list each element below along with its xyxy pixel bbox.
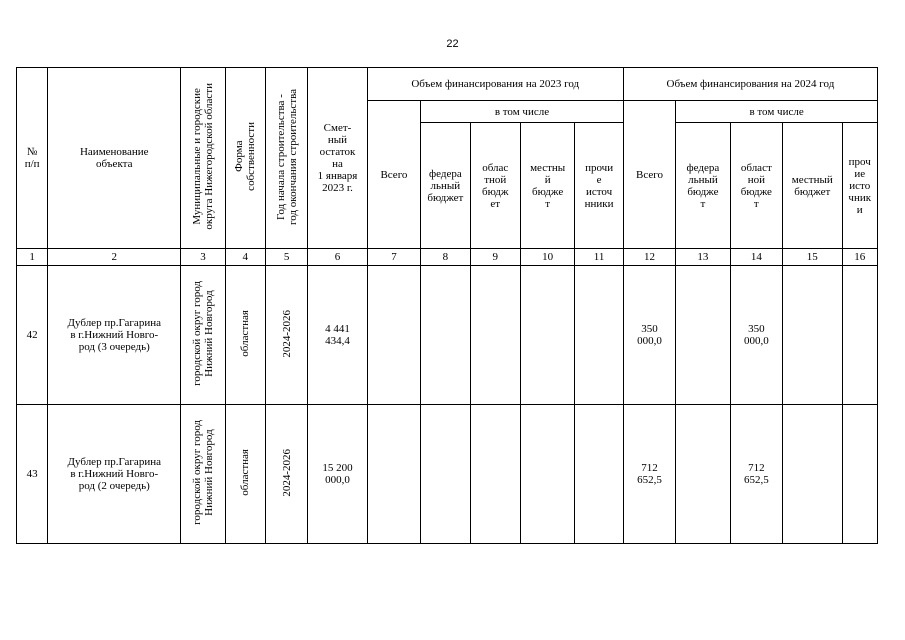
row-ownership: областная <box>225 266 265 405</box>
column-number: 13 <box>676 249 730 266</box>
header-row-top <box>17 68 878 101</box>
header-total-2024: Всего <box>623 101 675 249</box>
row-years: 2024-2026 <box>265 405 307 544</box>
column-number: 15 <box>783 249 842 266</box>
column-number: 6 <box>308 249 367 266</box>
row-other-2023 <box>575 266 623 405</box>
header-local-2024: местный бюджет <box>783 123 842 249</box>
investment-table <box>16 67 878 544</box>
column-number: 9 <box>470 249 520 266</box>
column-number: 14 <box>730 249 782 266</box>
table-row <box>17 266 878 405</box>
row-regional-2023 <box>470 405 520 544</box>
column-number: 3 <box>181 249 225 266</box>
column-number: 2 <box>48 249 181 266</box>
column-number: 1 <box>17 249 48 266</box>
row-total-2023 <box>367 266 420 405</box>
row-num: 42 <box>17 266 48 405</box>
column-number-row <box>17 249 878 266</box>
row-other-2024 <box>842 266 878 405</box>
column-number: 8 <box>421 249 470 266</box>
row-total-2024: 350 000,0 <box>623 266 675 405</box>
column-number: 7 <box>367 249 420 266</box>
column-number: 11 <box>575 249 623 266</box>
table-row <box>17 405 878 544</box>
header-other-2024: проч ие исто чник и <box>842 123 878 249</box>
row-object-name: Дублер пр.Гагарина в г.Нижний Новго- род (2 очередь) <box>48 405 181 544</box>
row-federal-2023 <box>421 266 470 405</box>
row-num: 43 <box>17 405 48 544</box>
row-estimate: 15 200 000,0 <box>308 405 367 544</box>
row-federal-2023 <box>421 405 470 544</box>
header-funding-2024: Объем финансирования на 2024 год <box>623 68 877 101</box>
column-number: 12 <box>623 249 675 266</box>
page-number: 22 <box>446 38 459 50</box>
row-regional-2023 <box>470 266 520 405</box>
header-federal-2024: федера льный бюдже т <box>676 123 730 249</box>
row-local-2023 <box>520 266 574 405</box>
row-ownership: областная <box>225 405 265 544</box>
header-other-2023: прочи е источ нники <box>575 123 623 249</box>
header-municipal: Муниципальные и городские округа Нижегородской области <box>181 68 225 249</box>
header-federal-2023: федера льный бюджет <box>421 123 470 249</box>
header-funding-2023: Объем финансирования на 2023 год <box>367 68 623 101</box>
column-number: 5 <box>265 249 307 266</box>
row-object-name: Дублер пр.Гагарина в г.Нижний Новго- род (3 очередь) <box>48 266 181 405</box>
row-years: 2024-2026 <box>265 266 307 405</box>
column-number: 16 <box>842 249 878 266</box>
header-including-2023: в том числе <box>421 101 624 123</box>
row-regional-2024: 350 000,0 <box>730 266 782 405</box>
header-ownership: Форма собственности <box>225 68 265 249</box>
header-regional-2024: област ной бюдже т <box>730 123 782 249</box>
header-including-2024: в том числе <box>676 101 878 123</box>
header-object-name: Наименование объекта <box>48 68 181 249</box>
row-municipal: городской округ город Нижний Новгород <box>181 266 225 405</box>
header-regional-2023: облас тной бюдж ет <box>470 123 520 249</box>
row-total-2023 <box>367 405 420 544</box>
header-total-2023: Всего <box>367 101 420 249</box>
row-regional-2024: 712 652,5 <box>730 405 782 544</box>
column-number: 10 <box>520 249 574 266</box>
header-years: Год начала строительства - год окончания строительства <box>265 68 307 249</box>
row-municipal: городской округ город Нижний Новгород <box>181 405 225 544</box>
row-federal-2024 <box>676 405 730 544</box>
header-num: № п/п <box>17 68 48 249</box>
row-federal-2024 <box>676 266 730 405</box>
row-other-2023 <box>575 405 623 544</box>
row-other-2024 <box>842 405 878 544</box>
row-estimate: 4 441 434,4 <box>308 266 367 405</box>
row-local-2024 <box>783 266 842 405</box>
column-number: 4 <box>225 249 265 266</box>
header-estimate: Смет- ный остаток на 1 января 2023 г. <box>308 68 367 249</box>
row-local-2023 <box>520 405 574 544</box>
row-total-2024: 712 652,5 <box>623 405 675 544</box>
row-local-2024 <box>783 405 842 544</box>
header-local-2023: местны й бюдже т <box>520 123 574 249</box>
